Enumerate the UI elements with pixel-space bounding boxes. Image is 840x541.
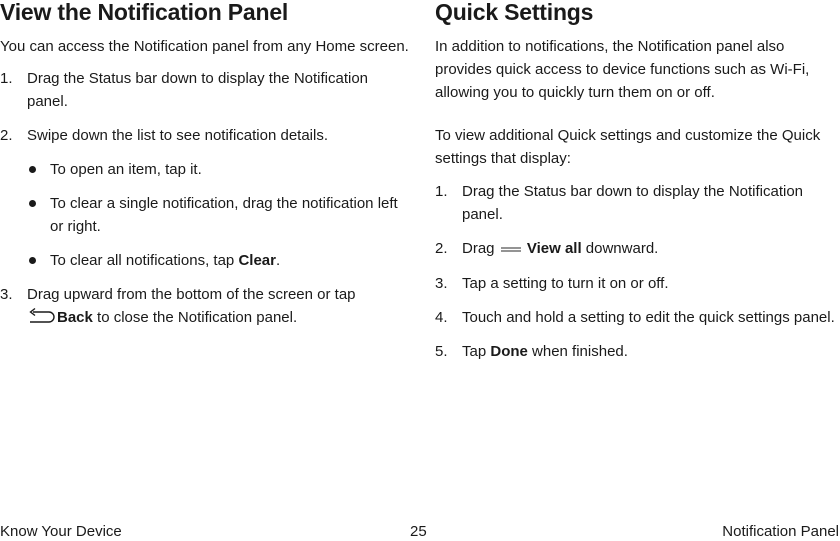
- footer-chapter: Know Your Device: [0, 523, 122, 540]
- customize-paragraph: To view additional Quick settings and customize the Quick settings that display:: [435, 127, 821, 167]
- step-text-pre: Drag: [462, 240, 499, 257]
- step-2: [435, 237, 840, 261]
- step-4: [435, 306, 840, 329]
- back-arrow-icon: [27, 307, 57, 330]
- step-number: 1.: [0, 70, 13, 87]
- done-label: Done: [490, 342, 528, 360]
- view-all-label: View all: [526, 240, 582, 257]
- bullet-dot-icon: [29, 166, 36, 173]
- footer-section: Notification Panel: [722, 523, 839, 540]
- quick-settings-steps: [435, 180, 840, 363]
- step-number: 2.: [435, 240, 448, 257]
- step-text-pre: Tap: [462, 342, 491, 360]
- step-3: [0, 283, 410, 330]
- bullet-text-post: .: [275, 252, 281, 269]
- step-text: Tap a setting to turn it on or off.: [462, 274, 669, 292]
- bullet-item: [27, 158, 410, 181]
- bullet-text: To open an item, tap it.: [50, 161, 202, 178]
- section-title-quick-settings: Quick Settings: [435, 0, 594, 25]
- intro-paragraph: In addition to notifications, the Notification panel also provides quick access to device functions such as Wi-Fi, allowing you to quickly turn them on or off.: [435, 38, 810, 101]
- step-2-bullets: [27, 158, 410, 272]
- step-number: 1.: [435, 183, 448, 200]
- bullet-item: [27, 192, 410, 238]
- left-column: [0, 0, 410, 330]
- step-2: [0, 124, 410, 272]
- bullet-text: To clear a single notification, drag the notification left or right.: [50, 195, 398, 235]
- step-1: [435, 180, 840, 226]
- footer-page-number: 25: [410, 523, 427, 540]
- step-3: [435, 272, 840, 295]
- right-column: [435, 0, 840, 363]
- step-5: [435, 340, 840, 363]
- bullet-text-pre: To clear all notifications, tap: [50, 252, 239, 269]
- step-text: Drag the Status bar down to display the Notification panel.: [462, 183, 804, 223]
- step-text-post: downward.: [581, 240, 659, 257]
- step-number: 3.: [0, 286, 13, 303]
- back-label: Back: [57, 309, 93, 326]
- step-text: Touch and hold a setting to edit the quick settings panel.: [462, 308, 835, 326]
- step-text: Swipe down the list to see notification details.: [27, 127, 329, 144]
- intro-paragraph: You can access the Notification panel from any Home screen.: [0, 38, 409, 55]
- section-title-notification-panel: View the Notification Panel: [0, 0, 289, 25]
- bullet-dot-icon: [29, 257, 36, 264]
- step-number: 2.: [0, 127, 13, 144]
- notification-steps: [0, 67, 410, 330]
- step-text-pre: Drag upward from the bottom of the screen or tap: [27, 286, 356, 303]
- drag-handle-icon: [499, 238, 523, 261]
- clear-label: Clear: [238, 252, 276, 269]
- bullet-item: [27, 249, 410, 272]
- step-number: 3.: [435, 274, 448, 292]
- step-number: 5.: [435, 342, 448, 360]
- bullet-dot-icon: [29, 200, 36, 207]
- step-number: 4.: [435, 308, 448, 326]
- step-text: Drag the Status bar down to display the Notification panel.: [27, 70, 369, 110]
- step-text-post: when finished.: [527, 342, 628, 360]
- step-text-post: to close the Notification panel.: [92, 309, 298, 326]
- step-1: [0, 67, 410, 113]
